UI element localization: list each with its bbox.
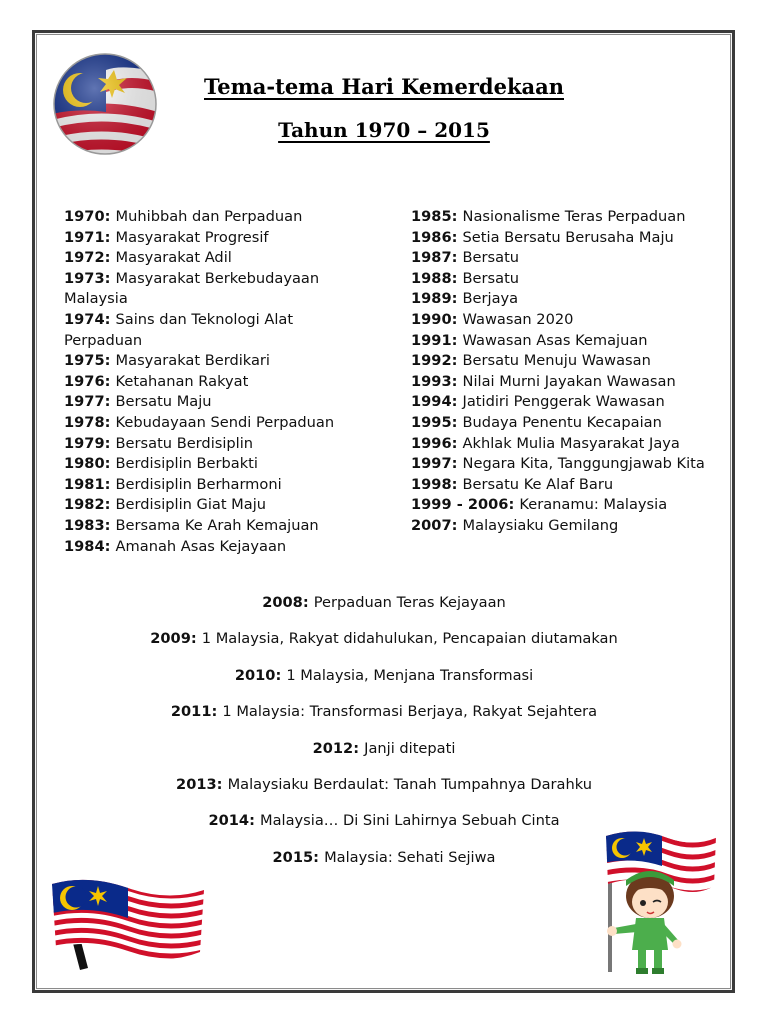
theme-text: Janji ditepati: [364, 739, 456, 757]
theme-text: Malaysiaku Gemilang: [462, 516, 619, 534]
list-item: 1987: Bersatu: [411, 249, 520, 267]
theme-text: Jatidiri Penggerak Wawasan: [462, 393, 665, 411]
theme-text: 1 Malaysia, Rakyat didahulukan, Pencapaian diutamakan: [201, 630, 618, 648]
theme-text: Bersatu Menuju Wawasan: [462, 352, 651, 370]
year-label: 1983: [64, 516, 105, 534]
year-label: 1979: [64, 434, 105, 452]
theme-text: 1 Malaysia, Menjana Transformasi: [286, 666, 534, 684]
theme-text: Bersama Ke Arah Kemajuan: [115, 516, 319, 534]
list-item: 1989: Berjaya: [411, 290, 519, 308]
year-label: 1991: [411, 331, 452, 349]
list-item: 2015: Malaysia: Sehati Sejiwa: [272, 848, 496, 866]
year-label: 2007: [411, 516, 452, 534]
year-label: 1995: [411, 413, 452, 431]
list-item: 1986: Setia Bersatu Berusaha Maju: [411, 228, 674, 246]
year-label: 1975: [64, 352, 105, 370]
theme-text: Keranamu: Malaysia: [519, 496, 668, 514]
theme-text: Nilai Murni Jayakan Wawasan: [462, 372, 676, 390]
list-item: 1990: Wawasan 2020: [411, 310, 574, 328]
list-item: 1976: Ketahanan Rakyat: [64, 372, 249, 390]
theme-text: Bersatu Maju: [115, 393, 212, 411]
theme-text: Berdisiplin Berbakti: [115, 455, 258, 473]
year-label: 1970: [64, 208, 105, 225]
theme-text: Malaysiaku Berdaulat: Tanah Tumpahnya Darahku: [227, 775, 592, 793]
theme-text: Budaya Penentu Kecapaian: [462, 413, 662, 431]
theme-text: Berdisiplin Giat Maju: [115, 496, 267, 514]
year-label: 1976: [64, 372, 105, 390]
list-item: 1994: Jatidiri Penggerak Wawasan: [411, 393, 665, 411]
list-item: 1978: Kebudayaan Sendi Perpaduan: [64, 413, 335, 431]
year-label: 1987: [411, 249, 452, 267]
year-label: 2009: [150, 630, 191, 648]
theme-text: Sains dan Teknologi Alat Perpaduan: [64, 310, 294, 349]
list-item: 2007: Malaysiaku Gemilang: [411, 516, 619, 534]
year-label: 1996: [411, 434, 452, 452]
list-item: 1992: Bersatu Menuju Wawasan: [411, 352, 651, 370]
theme-text: Masyarakat Berkebudayaan Malaysia: [64, 269, 320, 308]
theme-text: Akhlak Mulia Masyarakat Jaya: [462, 434, 680, 452]
year-label: 2015: [272, 848, 314, 866]
page-title: Tema-tema Hari Kemerdekaan: [204, 74, 564, 99]
theme-text: Berjaya: [462, 290, 519, 308]
year-label: 1989: [411, 290, 452, 308]
year-label: 2014: [208, 812, 250, 830]
year-label: 1998: [411, 475, 452, 493]
year-label: 1988: [411, 269, 452, 287]
list-item: 2008: Perpaduan Teras Kejayaan: [262, 594, 506, 611]
year-label: 1973: [64, 269, 105, 287]
theme-text: Wawasan Asas Kemajuan: [462, 331, 648, 349]
year-label: 1986: [411, 228, 452, 246]
theme-text: Berdisiplin Berharmoni: [115, 475, 282, 493]
list-item: 2011: 1 Malaysia: Transformasi Berjaya, Rakyat Sejahtera: [170, 703, 598, 721]
theme-text: Nasionalisme Teras Perpaduan: [462, 208, 686, 225]
list-item: 2010: 1 Malaysia, Menjana Transformasi: [234, 666, 534, 684]
year-label: 1985: [411, 208, 452, 225]
year-label: 1999 - 2006: [411, 496, 509, 514]
list-item: 1982: Berdisiplin Giat Maju: [64, 496, 267, 514]
theme-text: Masyarakat Adil: [115, 249, 232, 267]
theme-text: Amanah Asas Kejayaan: [115, 537, 287, 555]
year-label: 1978: [64, 413, 105, 431]
list-item: 1971: Masyarakat Progresif: [64, 228, 269, 246]
themes-left-column: [64, 207, 384, 557]
list-item: 1996: Akhlak Mulia Masyarakat Jaya: [411, 434, 680, 452]
year-label: 1994: [411, 393, 452, 411]
list-item: 1977: Bersatu Maju: [64, 393, 212, 411]
theme-text: Malaysia: Sehati Sejiwa: [324, 848, 496, 866]
theme-text: Malaysia… Di Sini Lahirnya Sebuah Cinta: [260, 812, 560, 830]
list-item: 1995: Budaya Penentu Kecapaian: [411, 413, 662, 431]
year-label: 1997: [411, 455, 452, 473]
list-item: 1980: Berdisiplin Berbakti: [64, 455, 258, 473]
theme-text: Setia Bersatu Berusaha Maju: [462, 228, 674, 246]
theme-text: Ketahanan Rakyat: [115, 372, 249, 390]
list-item: 1981: Berdisiplin Berharmoni: [64, 475, 282, 493]
theme-text: Masyarakat Progresif: [115, 228, 269, 246]
list-item: 1988: Bersatu: [411, 269, 520, 287]
list-item: 1999 - 2006: Keranamu: Malaysia: [411, 496, 668, 514]
theme-text: Bersatu: [462, 269, 520, 287]
list-item: 2014: Malaysia… Di Sini Lahirnya Sebuah Cinta: [208, 812, 560, 830]
year-label: 1990: [411, 310, 452, 328]
theme-text: Muhibbah dan Perpaduan: [115, 208, 303, 225]
year-label: 1993: [411, 372, 452, 390]
list-item: 1985: Nasionalisme Teras Perpaduan: [411, 208, 686, 225]
list-item: 1983: Bersama Ke Arah Kemajuan: [64, 516, 319, 534]
list-item: 2009: 1 Malaysia, Rakyat didahulukan, Pencapaian diutamakan: [150, 630, 618, 648]
list-item: 2012: Janji ditepati: [312, 739, 456, 757]
year-label: 1971: [64, 228, 105, 246]
year-label: 2012: [312, 739, 354, 757]
theme-text: 1 Malaysia: Transformasi Berjaya, Rakyat Sejahtera: [222, 703, 598, 721]
theme-text: Masyarakat Berdikari: [115, 352, 270, 370]
theme-text: Negara Kita, Tanggungjawab Kita: [462, 455, 705, 473]
year-label: 2010: [234, 666, 276, 684]
list-item: 1991: Wawasan Asas Kemajuan: [411, 331, 648, 349]
year-label: 1984: [64, 537, 105, 555]
list-item: 1974: Sains dan Teknologi Alat Perpaduan: [64, 310, 294, 349]
list-item: 1970: Muhibbah dan Perpaduan: [64, 208, 303, 225]
list-item: 1979: Bersatu Berdisiplin: [64, 434, 254, 452]
year-label: 2013: [176, 775, 217, 793]
themes-right-column: [411, 207, 731, 537]
theme-text: Bersatu Ke Alaf Baru: [462, 475, 614, 493]
list-item: 2013: Malaysiaku Berdaulat: Tanah Tumpahnya Darahku: [176, 775, 592, 793]
year-label: 1982: [64, 496, 105, 514]
year-label: 1992: [411, 352, 452, 370]
list-item: 1997: Negara Kita, Tanggungjawab Kita: [411, 455, 705, 473]
year-label: 1972: [64, 249, 105, 267]
theme-text: Bersatu Berdisiplin: [115, 434, 254, 452]
year-label: 1977: [64, 393, 105, 411]
year-label: 2008: [262, 594, 303, 611]
theme-text: Perpaduan Teras Kejayaan: [313, 594, 506, 611]
character-with-flag-icon: [598, 828, 720, 978]
page-subtitle: Tahun 1970 – 2015: [278, 118, 490, 142]
malaysia-flag-icon: [48, 874, 208, 970]
list-item: 1984: Amanah Asas Kejayaan: [64, 537, 287, 555]
list-item: 1998: Bersatu Ke Alaf Baru: [411, 475, 614, 493]
list-item: 1993: Nilai Murni Jayakan Wawasan: [411, 372, 676, 390]
year-label: 2011: [170, 703, 212, 721]
theme-text: Kebudayaan Sendi Perpaduan: [115, 413, 335, 431]
theme-text: Bersatu: [462, 249, 520, 267]
list-item: 1972: Masyarakat Adil: [64, 249, 232, 267]
list-item: 1975: Masyarakat Berdikari: [64, 352, 270, 370]
year-label: 1974: [64, 310, 105, 328]
list-item: 1973: Masyarakat Berkebudayaan Malaysia: [64, 269, 320, 308]
year-label: 1981: [64, 475, 105, 493]
theme-text: Wawasan 2020: [462, 310, 574, 328]
year-label: 1980: [64, 455, 105, 473]
